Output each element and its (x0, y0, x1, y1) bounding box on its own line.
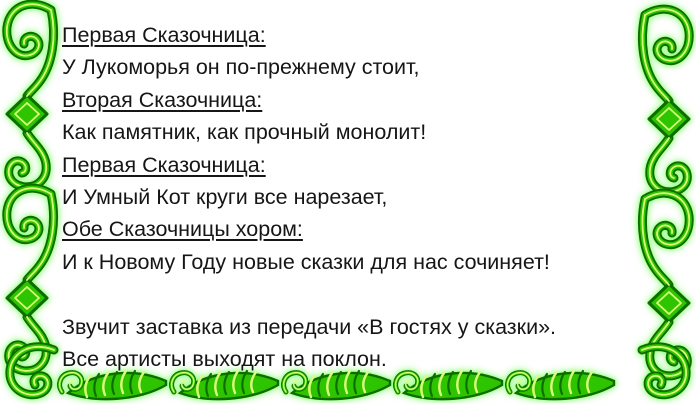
speaker-heading: Первая Сказочница: (62, 23, 266, 47)
stage-direction: Звучит заставка из передачи «В гостях у сказки». (62, 314, 557, 339)
script-line: И Умный Кот круги все нарезает, (62, 185, 388, 210)
speaker-heading: Первая Сказочница: (62, 152, 266, 177)
script-line: И к Новому Году новые сказки для нас сочиняет! (62, 249, 550, 274)
stage-direction: Все артисты выходят на поклон. (62, 347, 387, 372)
left-border-ornament (7, 4, 54, 371)
speaker-heading: Обе Сказочницы хором: (62, 217, 303, 242)
blank-line (62, 278, 662, 310)
script-text-block (62, 19, 662, 375)
script-line: Как памятник, как прочный монолит! (62, 120, 427, 145)
script-line: У Лукоморья он по-прежнему стоит, (62, 55, 420, 80)
speaker-heading: Вторая Сказочница: (62, 87, 263, 112)
